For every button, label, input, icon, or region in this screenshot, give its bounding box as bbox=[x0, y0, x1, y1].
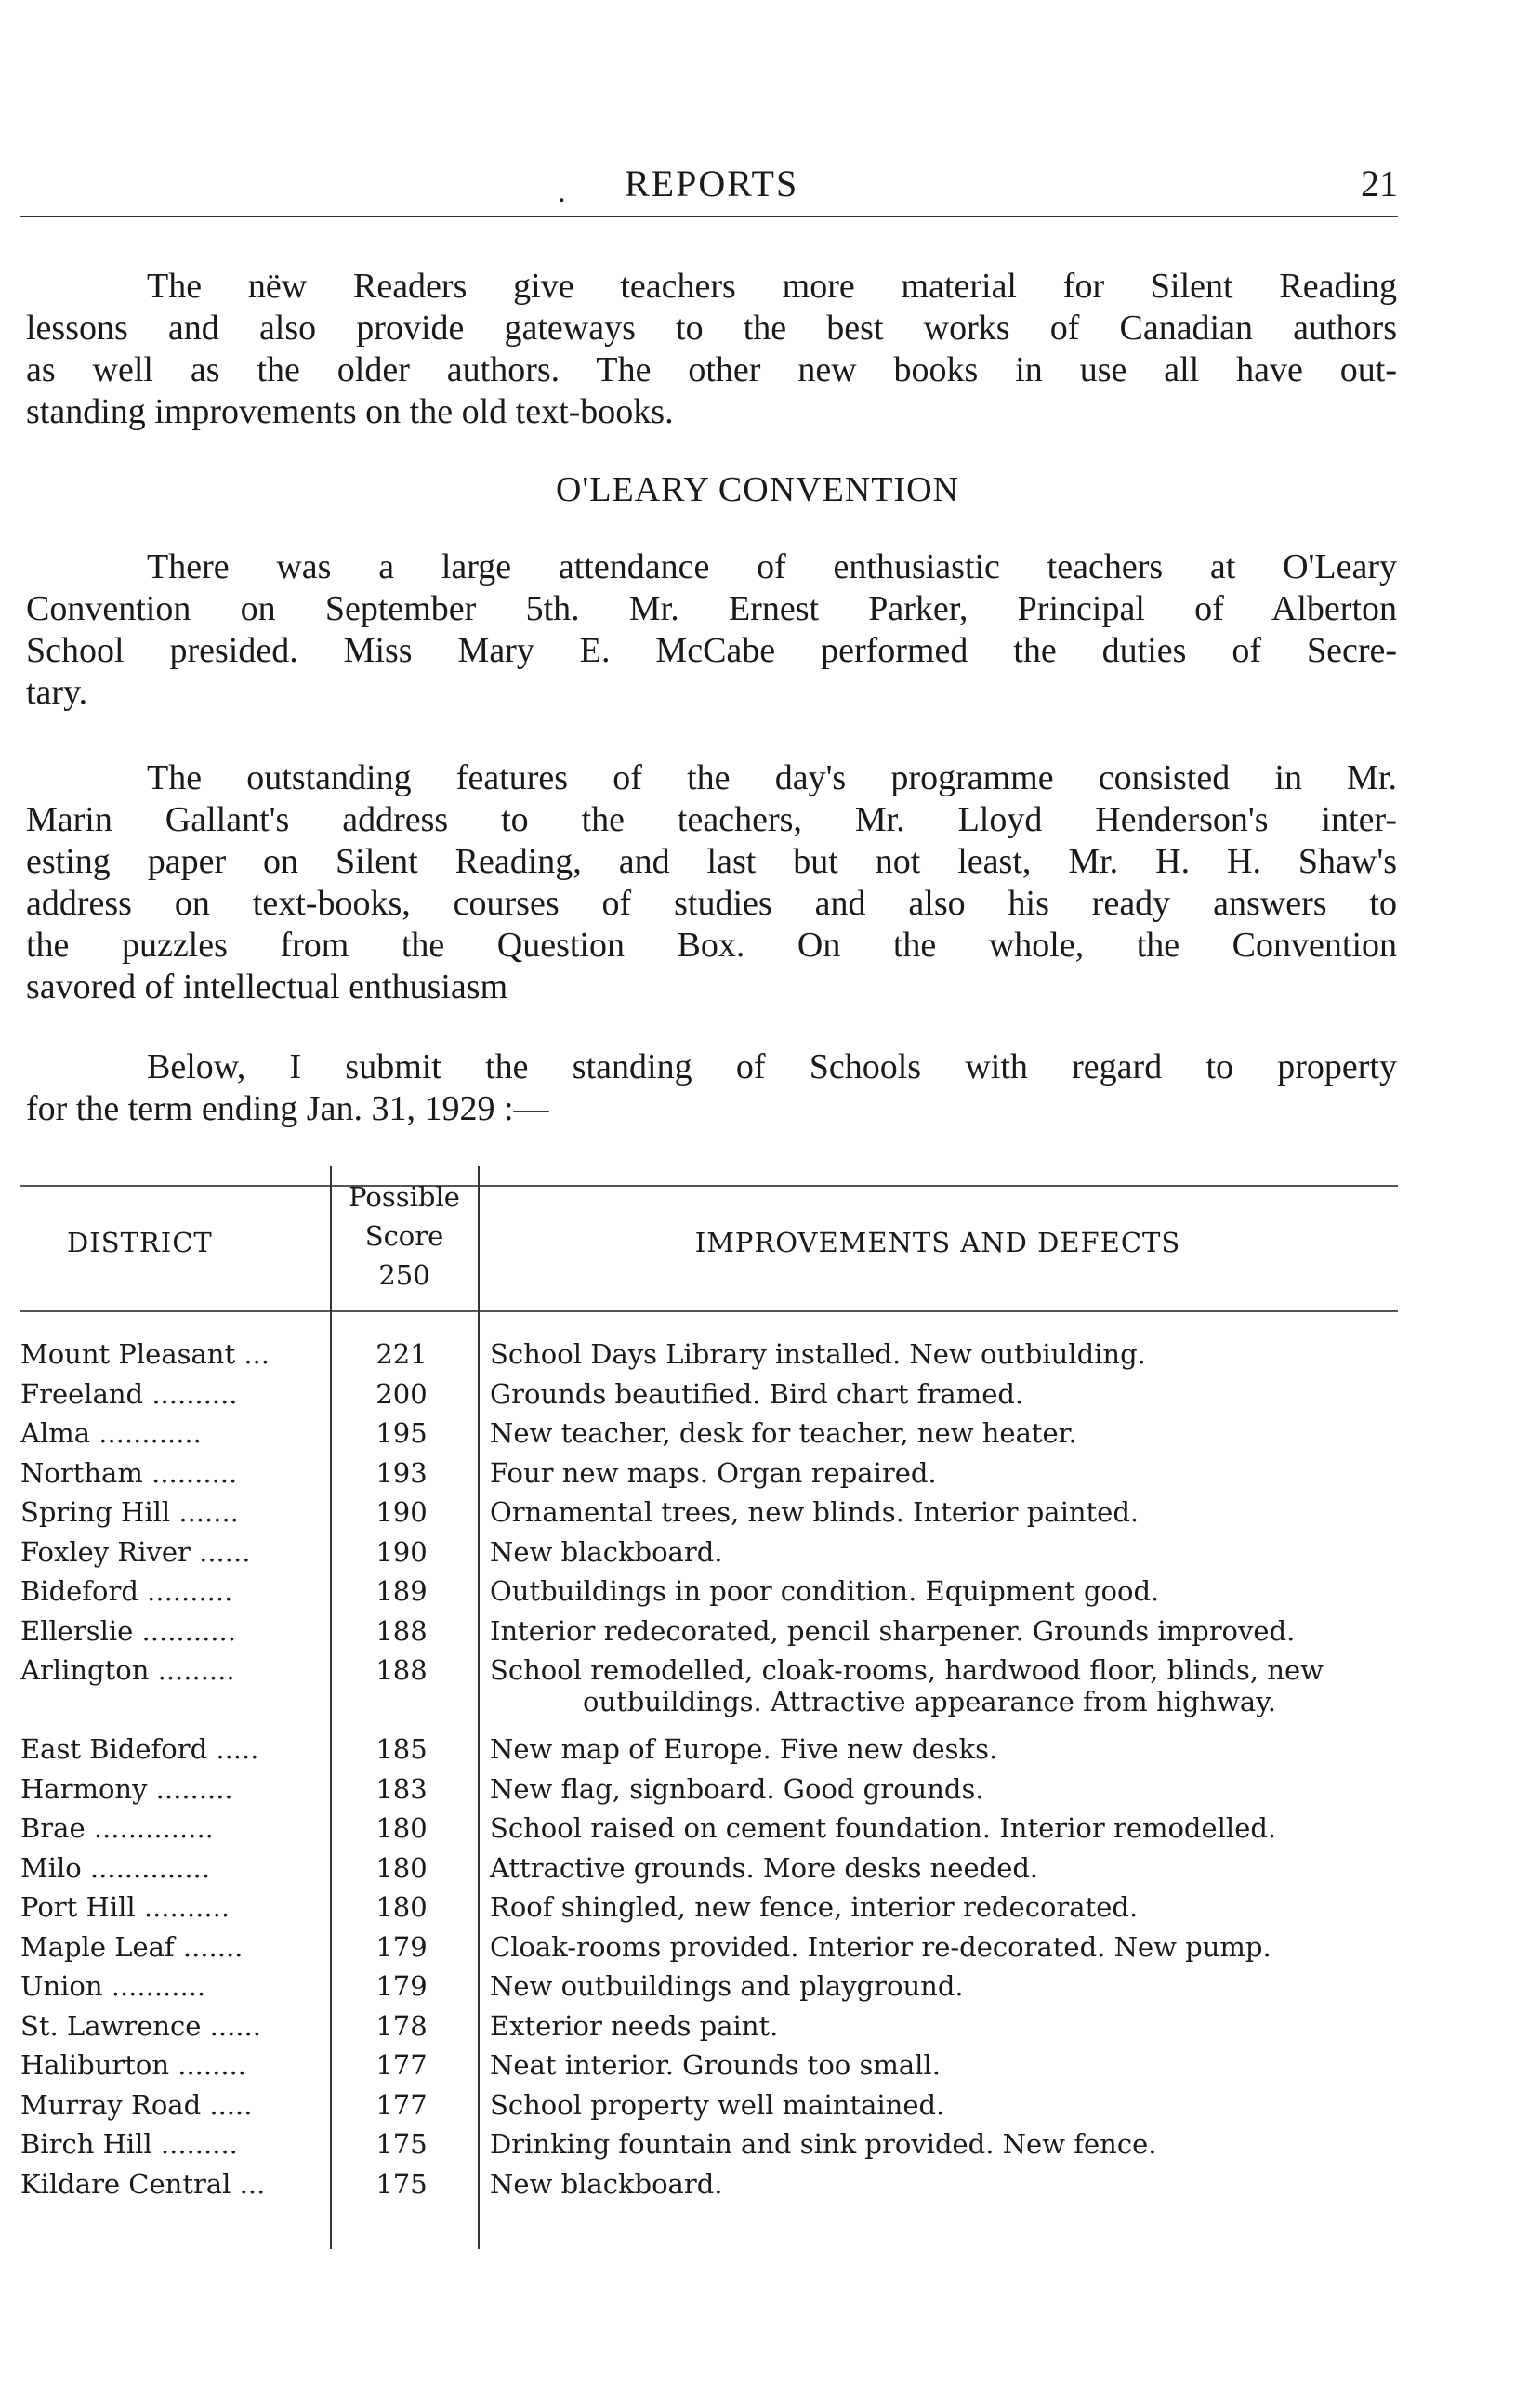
improvements-cell bbox=[490, 1457, 1398, 1489]
improvements-cell bbox=[490, 2010, 1398, 2042]
table-row bbox=[20, 1615, 1398, 1655]
section-heading: O'LEARY CONVENTION bbox=[555, 470, 959, 509]
text-line: standing improvements on the old text-books. bbox=[26, 392, 674, 431]
page-header: . REPORTS 21 bbox=[558, 163, 1398, 209]
table-row bbox=[20, 1931, 1398, 1971]
text-line: lessons and also provide gateways to the best works of Canadian authors bbox=[26, 309, 1397, 348]
table-row bbox=[20, 1970, 1398, 2010]
table-row bbox=[20, 1891, 1398, 1931]
table-row bbox=[20, 2128, 1398, 2168]
table-row bbox=[20, 1733, 1398, 1773]
district-score: 183 bbox=[375, 1772, 428, 1805]
improvements-text: New flag, signboard. Good grounds. bbox=[490, 1772, 984, 1805]
table-row bbox=[20, 1496, 1398, 1536]
table-row bbox=[20, 1575, 1398, 1615]
table-top-rule bbox=[20, 1185, 1398, 1187]
table-header-rule bbox=[20, 1310, 1398, 1312]
district-score: 177 bbox=[375, 2088, 428, 2121]
table-row bbox=[20, 1457, 1398, 1497]
table-row bbox=[20, 2049, 1398, 2089]
table-row bbox=[20, 1536, 1398, 1576]
district-score: 193 bbox=[375, 1456, 428, 1489]
property-standing-table bbox=[20, 1166, 1398, 2263]
district-name: Port Hill .......... bbox=[20, 1891, 231, 1923]
table-row bbox=[20, 1812, 1398, 1852]
improvements-text: New teacher, desk for teacher, new heater. bbox=[490, 1417, 1077, 1449]
improvements-text: Ornamental trees, new blinds. Interior painted. bbox=[490, 1496, 1140, 1528]
improvements-text: Roof shingled, new fence, interior redecorated. bbox=[490, 1891, 1139, 1923]
district-name: East Bideford ..... bbox=[20, 1733, 259, 1765]
improvements-cell bbox=[490, 1891, 1398, 1923]
header-improvements: IMPROVEMENTS AND DEFECTS bbox=[694, 1227, 1181, 1258]
text-line: address on text-books, courses of studies and also his ready answers to bbox=[26, 884, 1397, 923]
table-row bbox=[20, 1852, 1398, 1892]
text-line: The outstanding features of the day's programme consisted in Mr. bbox=[147, 758, 1397, 797]
improvements-text: Drinking fountain and sink provided. New fence. bbox=[490, 2128, 1157, 2160]
header-district: DISTRICT bbox=[67, 1227, 213, 1258]
district-name: Haliburton ........ bbox=[20, 2049, 246, 2081]
table-row bbox=[20, 1417, 1398, 1457]
district-score: 185 bbox=[375, 1733, 428, 1765]
improvements-cell bbox=[490, 1773, 1398, 1805]
text-line: tary. bbox=[26, 673, 88, 712]
district-name: Kildare Central ... bbox=[20, 2167, 266, 2200]
district-score: 177 bbox=[375, 2049, 428, 2081]
improvements-text: School property well maintained. bbox=[490, 2088, 945, 2121]
improvements-text: New blackboard. bbox=[490, 1535, 723, 1568]
improvements-text: Exterior needs paint. bbox=[490, 2009, 779, 2042]
improvements-text: School remodelled, cloak-rooms, hardwood floor, blinds, new bbox=[490, 1654, 1324, 1686]
improvements-text: New map of Europe. Five new desks. bbox=[490, 1733, 998, 1765]
district-name: Milo .............. bbox=[20, 1851, 210, 1884]
district-score: 200 bbox=[375, 1377, 428, 1410]
improvements-cell bbox=[490, 1338, 1398, 1370]
table-row bbox=[20, 1338, 1398, 1378]
improvements-cell bbox=[490, 1812, 1398, 1844]
table-row bbox=[20, 1654, 1398, 1733]
district-score: 188 bbox=[375, 1654, 428, 1686]
district-score: 180 bbox=[375, 1851, 428, 1884]
district-name: Freeland .......... bbox=[20, 1377, 238, 1410]
improvements-text: New blackboard. bbox=[490, 2167, 723, 2200]
district-score: 190 bbox=[375, 1496, 428, 1528]
district-name: Northam .......... bbox=[20, 1456, 238, 1489]
text-line: the puzzles from the Question Box. On the whole, the Convention bbox=[26, 926, 1397, 965]
improvements-cell bbox=[490, 1970, 1398, 2002]
header-rule bbox=[20, 216, 1398, 217]
table-row bbox=[20, 2010, 1398, 2050]
improvements-cell bbox=[490, 2168, 1398, 2200]
district-score: 180 bbox=[375, 1891, 428, 1923]
district-name: Spring Hill ....... bbox=[20, 1496, 239, 1528]
district-name: Murray Road ..... bbox=[20, 2088, 253, 2121]
district-name: Bideford .......... bbox=[20, 1575, 233, 1607]
improvements-cell bbox=[490, 1536, 1398, 1568]
text-line: School presided. Miss Mary E. McCabe performed the duties of Secre- bbox=[26, 631, 1397, 670]
text-line: esting paper on Silent Reading, and last but not least, Mr. H. H. Shaw's bbox=[26, 842, 1397, 881]
text-line: for the term ending Jan. 31, 1929 :— bbox=[26, 1089, 549, 1128]
district-name: St. Lawrence ...... bbox=[20, 2009, 261, 2042]
district-score: 179 bbox=[375, 1930, 428, 1963]
improvements-text: New outbuildings and playground. bbox=[490, 1970, 964, 2002]
text-line: Convention on September 5th. Mr. Ernest Parker, Principal of Alberton bbox=[26, 589, 1397, 628]
improvements-cell bbox=[490, 1615, 1398, 1647]
district-score: 188 bbox=[375, 1614, 428, 1647]
district-score: 178 bbox=[375, 2009, 428, 2042]
page-number: 21 bbox=[1361, 163, 1398, 204]
improvements-cell bbox=[490, 1378, 1398, 1410]
text-line: There was a large attendance of enthusiastic teachers at O'Leary bbox=[147, 547, 1397, 586]
improvements-text: Four new maps. Organ repaired. bbox=[490, 1456, 937, 1489]
text-line: Below, I submit the standing of Schools with regard to property bbox=[147, 1047, 1397, 1086]
improvements-text: Neat interior. Grounds too small. bbox=[490, 2049, 941, 2081]
improvements-text: Attractive grounds. More desks needed. bbox=[490, 1851, 1039, 1884]
improvements-cell bbox=[490, 1931, 1398, 1963]
text-line: The nëw Readers give teachers more material for Silent Reading bbox=[147, 267, 1397, 306]
improvements-text: Cloak-rooms provided. Interior re-decorated. New pump. bbox=[490, 1930, 1271, 1963]
improvements-cell bbox=[490, 1575, 1398, 1607]
district-name: Union ........... bbox=[20, 1970, 206, 2002]
text-line: savored of intellectual enthusiasm bbox=[26, 967, 508, 1007]
district-score: 175 bbox=[375, 2167, 428, 2200]
improvements-text: Outbuildings in poor condition. Equipment good. bbox=[490, 1575, 1160, 1607]
convention-paragraph bbox=[26, 546, 1397, 714]
improvements-cell bbox=[490, 2049, 1398, 2081]
district-score: 175 bbox=[375, 2128, 428, 2160]
district-name: Birch Hill ......... bbox=[20, 2128, 238, 2160]
district-name: Ellerslie ........... bbox=[20, 1614, 236, 1647]
header-possible-score: Possible Score 250 bbox=[349, 1181, 460, 1291]
improvements-cell bbox=[490, 1733, 1398, 1765]
improvements-text: School Days Library installed. New outbiulding. bbox=[490, 1338, 1146, 1370]
district-score: 180 bbox=[375, 1812, 428, 1844]
text-line: Marin Gallant's address to the teachers, Mr. Lloyd Henderson's inter- bbox=[26, 800, 1397, 839]
table-row bbox=[20, 2089, 1398, 2129]
improvements-text: School raised on cement foundation. Interior remodelled. bbox=[490, 1812, 1277, 1844]
improvements-text: Interior redecorated, pencil sharpener. Grounds improved. bbox=[490, 1614, 1296, 1647]
district-name: Maple Leaf ....... bbox=[20, 1930, 244, 1963]
features-paragraph bbox=[26, 757, 1397, 1008]
improvements-cell bbox=[490, 1496, 1398, 1528]
district-score: 195 bbox=[375, 1417, 428, 1449]
district-score: 189 bbox=[375, 1575, 428, 1607]
district-name: Alma ............ bbox=[20, 1417, 202, 1449]
improvements-cell bbox=[490, 1852, 1398, 1884]
district-name: Mount Pleasant ... bbox=[20, 1338, 270, 1370]
intro-paragraph bbox=[26, 266, 1397, 433]
district-name: Brae .............. bbox=[20, 1812, 214, 1844]
improvements-text: outbuildings. Attractive appearance from highway. bbox=[583, 1686, 1276, 1717]
improvements-cell bbox=[490, 1417, 1398, 1449]
text-line: as well as the older authors. The other new books in use all have out- bbox=[26, 350, 1397, 389]
district-score: 221 bbox=[375, 1338, 428, 1370]
district-name: Harmony ......... bbox=[20, 1772, 233, 1805]
improvements-text: Grounds beautified. Bird chart framed. bbox=[490, 1377, 1024, 1410]
standing-paragraph bbox=[26, 1046, 1397, 1130]
district-name: Foxley River ...... bbox=[20, 1535, 251, 1568]
table-row bbox=[20, 1378, 1398, 1418]
district-score: 179 bbox=[375, 1970, 428, 2002]
table-row bbox=[20, 1773, 1398, 1813]
table-row bbox=[20, 2168, 1398, 2208]
district-name: Arlington ......... bbox=[20, 1654, 235, 1686]
running-title: REPORTS bbox=[625, 163, 799, 204]
district-score: 190 bbox=[375, 1535, 428, 1568]
improvements-cell bbox=[490, 1654, 1398, 1717]
improvements-cell bbox=[490, 2128, 1398, 2160]
improvements-cell bbox=[490, 2089, 1398, 2121]
